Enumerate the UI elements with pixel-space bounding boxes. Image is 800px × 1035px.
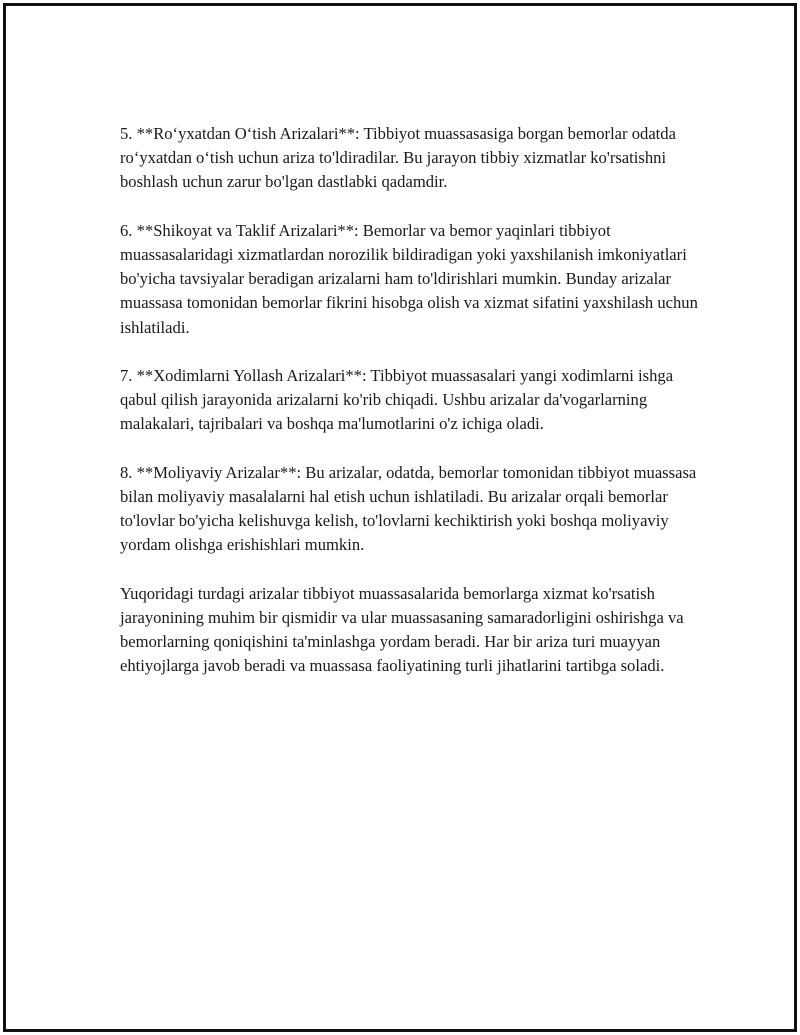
paragraph-complaint-suggestion-applications: 6. **Shikoyat va Taklif Arizalari**: Bemorlar va bemor yaqinlari tibbiyot muassasalaridagi xizmatlardan norozilik bildiradigan yoki yaxshilanish imkoniyatlari bo'yicha tavsiyalar beradigan arizalarni ham to'ldirishlari mumkin. Bunday arizalar muassasa tomonidan bemorlar fikrini hisobga olish va xizmat sifatini yaxshilash uchun ishlatiladi.	[120, 220, 698, 337]
document-page	[3, 3, 797, 1032]
paragraph-registration-applications: 5. **Ro‘yxatdan O‘tish Arizalari**: Tibbiyot muassasasiga borgan bemorlar odatda ro‘yxatdan o‘tish uchun ariza to'ldiradilar. Bu jarayon tibbiy xizmatlar ko'rsatishni boshlash uchun zarur bo'lgan dastlabki qadamdir.	[120, 124, 676, 192]
paragraph-staff-hiring-applications: 7. **Xodimlarni Yollash Arizalari**: Tibbiyot muassasalari yangi xodimlarni ishga qabul qilish jarayonida arizalarni ko'rib chiqadi. Ushbu arizalar da'vogarlarning malakalari, tajribalari va boshqa ma'lumotlarini o'z ichiga oladi.	[120, 366, 674, 434]
paragraph-financial-applications: 8. **Moliyaviy Arizalar**: Bu arizalar, odatda, bemorlar tomonidan tibbiyot muassasa bilan moliyaviy masalalarni hal etish uchun ishlatiladi. Bu arizalar orqali bemorlar to'lovlar bo'yicha kelishuvga kelish, to'lovlarni kechiktirish yoki boshqa moliyaviy yordam olishga erishishlari mumkin.	[120, 462, 697, 555]
paragraph-conclusion: Yuqoridagi turdagi arizalar tibbiyot muassasalarida bemorlarga xizmat ko'rsatish jarayonining muhim bir qismidir va ular muassasaning samaradorligini oshirishga va bemorlarning qoniqishini ta'minlashga yordam beradi. Har bir ariza turi muayyan ehtiyojlarga javob beradi va muassasa faoliyatining turli jihatlarini tartibga soladi.	[120, 583, 684, 676]
document-body	[120, 122, 700, 703]
